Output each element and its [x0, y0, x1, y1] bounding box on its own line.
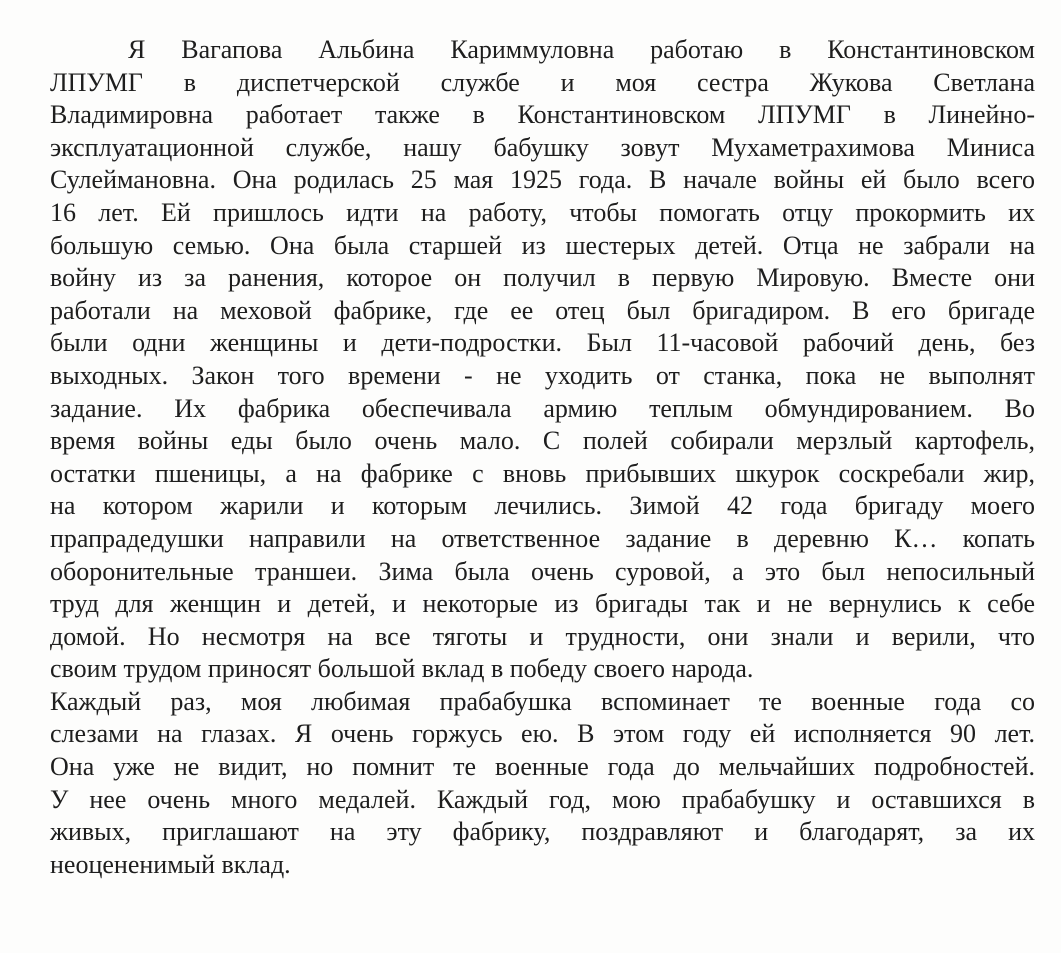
paragraph-line: 16 лет. Ей пришлось идти на работу, чтобы помогать отцу прокормить их [50, 197, 1035, 227]
paragraph-1 [50, 34, 1035, 686]
paragraph-line: войну из за ранения, которое он получил в первую Мировую. Вместе они [50, 263, 1035, 293]
paragraph-line: прапрадедушки направили на ответственное задание в деревню К… копать [50, 523, 1035, 553]
paragraph-line: слезами на глазах. Я очень горжусь ею. В этом году ей исполняется 90 лет. [50, 719, 1035, 749]
paragraph-line: работали на меховой фабрике, где ее отец был бригадиром. В его бригаде [50, 295, 1035, 325]
paragraph-line: оборонительные траншеи. Зима была очень суровой, а это был непосильный [50, 556, 1035, 586]
paragraph-line: ЛПУМГ в диспетчерской службе и моя сестра Жукова Светлана [50, 67, 1035, 97]
paragraph-line: эксплуатационной службе, нашу бабушку зовут Мухаметрахимова Миниса [50, 132, 1035, 162]
paragraph-line: неоцененимый вклад. [50, 849, 291, 879]
paragraph-line: Она уже не видит, но помнит те военные года до мельчайших подробностей. [50, 752, 1035, 782]
paragraph-line: остатки пшеницы, а на фабрике с вновь прибывших шкурок соскребали жир, [50, 458, 1035, 488]
paragraph-line: задание. Их фабрика обеспечивала армию теплым обмундированием. Во [50, 393, 1035, 423]
paragraph-line: Владимировна работает также в Константиновском ЛПУМГ в Линейно- [50, 100, 1035, 130]
paragraph-2 [50, 686, 1035, 882]
paragraph-line: У нее очень много медалей. Каждый год, мою прабабушку и оставшихся в [50, 784, 1035, 814]
paragraph-line: на котором жарили и которым лечились. Зимой 42 года бригаду моего [50, 491, 1035, 521]
paragraph-line: Сулеймановна. Она родилась 25 мая 1925 года. В начале войны ей было всего [50, 165, 1035, 195]
paragraph-line: труд для женщин и детей, и некоторые из бригады так и не вернулись к себе [50, 589, 1035, 619]
paragraph-line: выходных. Закон того времени - не уходить от станка, пока не выполнят [50, 360, 1035, 390]
paragraph-line: своим трудом приносят большой вклад в победу своего народа. [50, 654, 754, 684]
paragraph-line: Каждый раз, моя любимая прабабушка вспоминает те военные года со [50, 686, 1035, 716]
paragraph-line: большую семью. Она была старшей из шестерых детей. Отца не забрали на [50, 230, 1035, 260]
paragraph-line: Я Вагапова Альбина Кариммуловна работаю в Константиновском [128, 35, 1035, 64]
paragraph-line: домой. Но несмотря на все тяготы и трудности, они знали и верили, что [50, 621, 1035, 651]
paragraph-line: живых, приглашают на эту фабрику, поздравляют и благодарят, за их [50, 817, 1035, 847]
paragraph-line: время войны еды было очень мало. С полей собирали мерзлый картофель, [50, 426, 1035, 456]
document-text [50, 34, 1035, 881]
paragraph-line: были одни женщины и дети-подростки. Был 11-часовой рабочий день, без [50, 328, 1035, 358]
